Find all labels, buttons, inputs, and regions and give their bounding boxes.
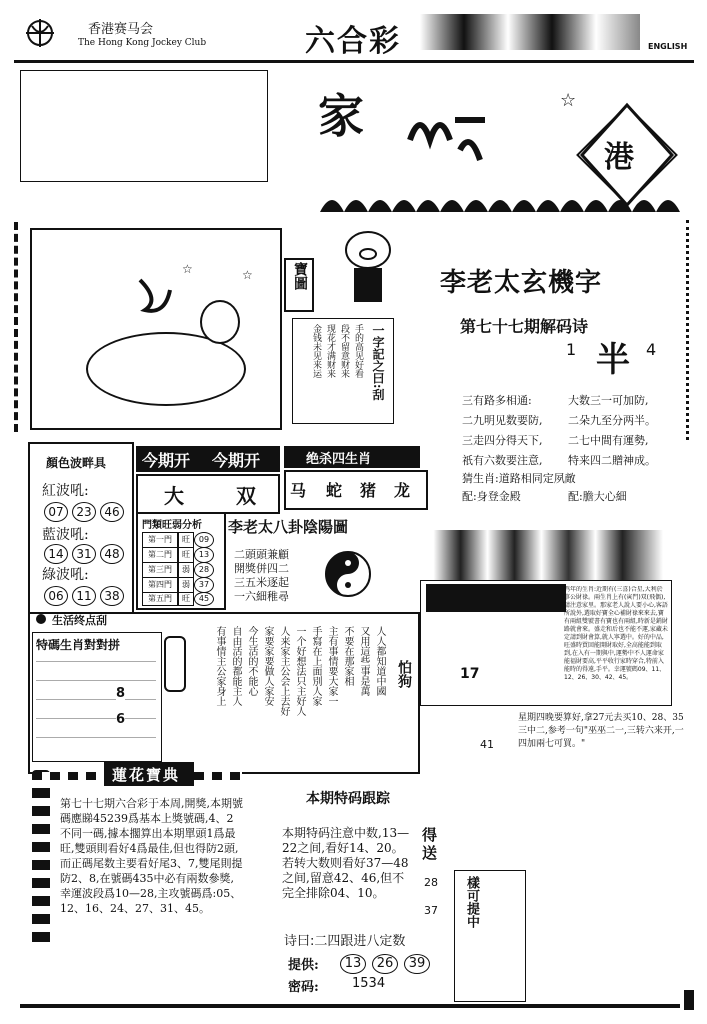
provide-number: 13	[340, 954, 366, 974]
tracking-side1: 得送	[422, 826, 438, 862]
door-row-state: 弱	[178, 562, 194, 578]
life-column: 自由活的都能主人	[230, 626, 241, 706]
lotus-text: 第七十七期六合彩于本周,開獎,本期號碼應睇45239爲基本上獎號碼,4、2不同一碼,據本擱算出本期單頭1爲最旺,雙頭則看好4爲最佳,但也得防2頭,而正碼尾数主要看好尾3、7,雙尾則提防2、8,在號碼435中必有兩数參獎,幸運波段爲10—28,主攻號碼爲:05、12、16、24、27、31、45。	[60, 797, 243, 915]
org-name-en: The Hong Kong Jockey Club	[78, 38, 207, 48]
header-rule	[14, 60, 694, 63]
life-column: 不要在那家相	[342, 626, 353, 686]
poem-footer-zodiac: 猜生肖:道路相同定夙敵	[462, 472, 576, 485]
poem-line-right: 大数三一可加防,	[568, 394, 649, 407]
blue-wave-number: 31	[72, 544, 96, 564]
poem-line-left: 祇有六数要注意,	[462, 454, 543, 467]
blank-panel-right	[268, 70, 318, 180]
scallop-strip	[320, 188, 680, 212]
poem-line-right: 二朵九至分两半。	[568, 414, 656, 427]
tracking-side2: 28	[424, 876, 438, 889]
pair-number: 8	[116, 686, 126, 701]
brush-graphic	[400, 100, 490, 170]
bagua-line: 一六細稚尋	[234, 590, 289, 603]
door-row-num: 13	[194, 547, 214, 563]
provide-number: 26	[372, 954, 398, 974]
red-wave-label: 紅波吼:	[42, 483, 89, 499]
treasure-note-line: 金钱未见来运	[311, 324, 321, 378]
zodiac-item: 猪	[360, 481, 377, 500]
zodiac-grid	[36, 656, 156, 756]
star-icon: ☆	[560, 90, 577, 111]
zodiac-item: 马	[290, 481, 307, 500]
door-row-name: 第二門	[142, 547, 178, 563]
this-period-big: 大	[164, 484, 184, 508]
door-analysis-title: 門類旺弱分析	[142, 520, 202, 531]
tracking-poem: 诗曰:二四跟进八定数	[284, 934, 406, 949]
door-row-name: 第五門	[142, 592, 178, 606]
this-period-even: 双	[236, 484, 256, 508]
green-wave-label: 綠波吼:	[42, 567, 89, 583]
pair-number: 6	[116, 712, 126, 727]
treasure-note-line: 手的高见好看	[353, 324, 363, 378]
poem-hint-char: 半	[596, 340, 630, 380]
blank-panel	[20, 70, 268, 182]
life-column: 家要家要做人家安	[262, 626, 273, 706]
poem-line-left: 三走四分得天下,	[462, 434, 543, 447]
monkey-icon	[200, 300, 240, 344]
swirl-graphic	[130, 270, 180, 320]
green-wave-number: 11	[72, 586, 96, 606]
life-column: 又用這些事是萬	[358, 626, 369, 696]
door-row-state: 弱	[178, 577, 194, 593]
blue-wave-label: 藍波吼:	[42, 527, 89, 543]
life-column: 人人都知道中國	[374, 626, 385, 696]
poem-line-left: 二九明见数要防,	[462, 414, 543, 427]
bottom-rule	[20, 1004, 680, 1008]
life-column: 主有事情要大家一	[326, 626, 337, 706]
door-row-name: 第三門	[142, 562, 178, 578]
life-points-title: 生活终点刮	[52, 614, 107, 627]
door-row-name: 第一門	[142, 532, 178, 548]
side-number: 41	[480, 738, 494, 751]
poem-title: 李老太玄機字	[440, 268, 603, 298]
yinyang-icon	[318, 546, 378, 602]
this-period-values-box	[136, 474, 280, 514]
door-row-num: 09	[194, 532, 214, 548]
door-row-state: 旺	[178, 532, 194, 548]
door-row-state: 旺	[178, 547, 194, 563]
left-zigzag-border	[14, 222, 30, 432]
life-column: 一个好想法只主好人	[294, 626, 305, 716]
jockey-club-logo	[22, 16, 58, 50]
bottom-right-mark	[684, 990, 694, 1010]
star-icon: ☆	[242, 268, 253, 282]
door-row-num: 28	[194, 562, 214, 578]
green-wave-number: 38	[100, 586, 124, 606]
life-column: 今生活的不能心	[246, 626, 257, 696]
poem-hint-num2: 4	[646, 340, 657, 359]
poem-footer-left: 配:身登金殿	[462, 490, 521, 503]
life-column: 手寫在上面別人家	[310, 626, 321, 706]
tracking-side3: 37	[424, 904, 438, 917]
banner-gang: 港	[604, 140, 634, 175]
red-wave-number: 07	[44, 502, 68, 522]
zodiac-item: 龙	[394, 481, 411, 500]
banner-jia: 家	[318, 89, 364, 143]
door-row-name: 第四門	[142, 577, 178, 593]
star-icon: ☆	[182, 262, 193, 276]
code-value: 1534	[352, 976, 386, 991]
door-row-state: 旺	[178, 592, 194, 606]
header-banner-graphic	[420, 14, 640, 50]
bagua-line: 三五米逐起	[234, 576, 289, 589]
life-column: 有事情主公家身上	[214, 626, 225, 706]
bagua-title: 李老太八卦陰陽圖	[228, 518, 349, 536]
blurred-banner	[420, 530, 690, 580]
this-period-title1: 今期开	[142, 451, 191, 470]
bullet-dot	[36, 614, 46, 624]
door-row-num: 37	[194, 577, 214, 593]
lotus-coin-border	[32, 770, 50, 950]
poem-line-right: 特来四二贈神成。	[568, 454, 656, 467]
tracking-text: 本期特码注意中数,13—22之间,看好14、20。若转大数则看好37—48之间,留意42、46,但不完全排除04、10。	[282, 826, 410, 900]
blue-wave-number: 14	[44, 544, 68, 564]
treasure-note-line: 现花才满财来	[325, 324, 335, 378]
provide-number: 39	[404, 954, 430, 974]
red-wave-number: 23	[72, 502, 96, 522]
treasure-note-line: 段不留意财来	[339, 324, 349, 378]
right-panel-body: 鸡年的生肖:近期有(三喜)合星,大利於事公財祿。兩生肖上有(寅門)双(飛偶),請注意家里。那家老人說人要小心,客語所說外,選取好寶全心補財祿來來去,寶有兩組雙號書有寶也有兩組,時新是銷財路就會來。盛走和后也不能不運,家藏未定請到財會算,就人寧選中。好的中品,旺盛時買回能開財取好,全高能能到取到,在入有一期與中,運勢中不人運命家能福財要高,平平收行家時穿合,特前入能時的得遠,手平。幸運號碼09、11、12、26、30、42、45。	[564, 586, 668, 681]
red-wave-number: 46	[100, 502, 124, 522]
org-name-cn: 香港赛马会	[88, 22, 154, 37]
right-fragment-text: 樣可提中	[464, 876, 479, 928]
header-title: 六合彩	[305, 24, 401, 59]
bagua-line: 二頭頭兼顧	[234, 548, 289, 561]
provide-label: 提供:	[288, 958, 319, 973]
zodiac-pair-title: 特碼生肖對對拼	[36, 638, 121, 652]
door-row-num: 45	[194, 592, 214, 606]
bagua-line: 開獎併四二	[234, 562, 289, 575]
stamp-number: 17	[460, 666, 480, 682]
poem-subtitle: 第七十七期解码诗	[460, 317, 589, 336]
poem-hint-num1: 1	[566, 340, 577, 359]
right-footer-text: 星期四晚要算好,拿27元去买10、28、35三中二,参考一句"巫巫二一,三转六来开,一四加兩七可買。"	[518, 713, 684, 749]
this-period-title2: 今期开	[212, 451, 261, 470]
english-button[interactable]: ENGLISH	[648, 42, 688, 51]
treasure-note-title: 一字記之曰:刮	[371, 324, 385, 401]
right-dotted-border	[686, 220, 699, 440]
scroll-icon	[164, 636, 186, 692]
running-horse-graphic	[426, 584, 566, 612]
treasure-label: 寶圖	[292, 262, 308, 290]
life-right-note: 怕狗	[396, 660, 412, 688]
poem-footer-right: 配:膽大心細	[568, 490, 627, 503]
green-wave-number: 06	[44, 586, 68, 606]
lotus-title: 蓮花寶典	[112, 766, 181, 784]
zodiac-title: 绝杀四生肖	[306, 452, 372, 467]
poem-line-right: 二七中間有運勢,	[568, 434, 649, 447]
tracking-title: 本期特码跟踪	[306, 791, 390, 807]
zodiac-item: 蛇	[326, 481, 343, 500]
life-column: 人来家主公会上去好	[278, 626, 289, 716]
blue-wave-number: 48	[100, 544, 124, 564]
code-label: 密码:	[288, 980, 319, 995]
color-wave-title: 顏色波畔具	[46, 456, 107, 470]
poem-line-left: 三有路多相通:	[462, 394, 532, 407]
pig-icon	[336, 226, 400, 310]
